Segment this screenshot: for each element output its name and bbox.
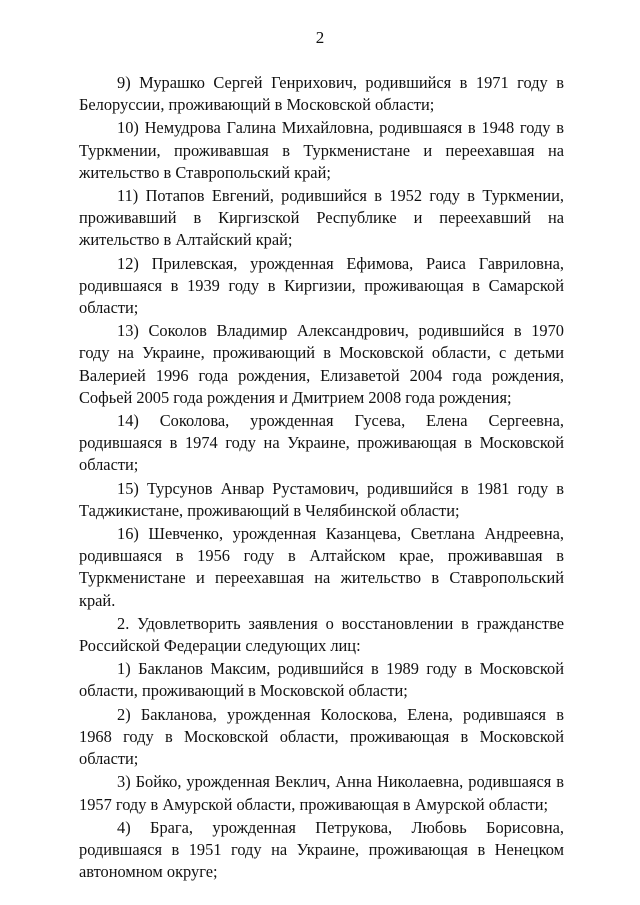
page-number: 2 bbox=[315, 28, 325, 47]
list-item-1-14: 14) Соколова, урожденная Гусева, Елена Сергеевна, родившаяся в 1974 году на Украине, проживающая в Московской области; bbox=[79, 411, 564, 475]
list-item-1-13: 13) Соколов Владимир Александрович, родившийся в 1970 году на Украине, проживающий в Московской области, с детьми Валерией 1996 года рождения, Елизаветой 2004 года рождения, Софьей 2005 года рождения и Дмитрием 2008 года рождения; bbox=[79, 321, 564, 407]
list-item-2-1: 1) Бакланов Максим, родившийся в 1989 году в Московской области, проживающий в Московской области; bbox=[79, 659, 564, 701]
list-item-2-2: 2) Бакланова, урожденная Колоскова, Елена, родившаяся в 1968 году в Московской области, проживающая в Московской области; bbox=[79, 704, 564, 769]
document-body bbox=[79, 72, 564, 884]
list-item-1-15: 15) Турсунов Анвар Рустамович, родившийся в 1981 году в Таджикистане, проживающий в Челябинской области; bbox=[79, 478, 564, 520]
section-2-heading: 2. Удовлетворить заявления о восстановлении в гражданстве Российской Федерации следующих лиц: bbox=[79, 613, 564, 656]
list-item-1-11: 11) Потапов Евгений, родившийся в 1952 году в Туркмении, проживавший в Киргизской Республике и переехавший на жительство в Алтайский край; bbox=[79, 186, 564, 250]
list-item-1-9: 9) Мурашко Сергей Генрихович, родившийся в 1971 году в Белоруссии, проживающий в Московской области; bbox=[79, 73, 564, 115]
list-item-1-12: 12) Прилевская, урожденная Ефимова, Раиса Гавриловна, родившаяся в 1939 году в Киргизии, проживающая в Самарской области; bbox=[79, 253, 564, 318]
list-item-1-16: 16) Шевченко, урожденная Казанцева, Светлана Андреевна, родившаяся в 1956 году в Алтайском крае, проживавшая в Туркменистане и переехавшая на жительство в Ставропольский край. bbox=[79, 524, 564, 610]
list-item-2-3: 3) Бойко, урожденная Веклич, Анна Николаевна, родившаяся в 1957 году в Амурской области, проживающая в Амурской области; bbox=[79, 772, 564, 814]
list-item-2-4: 4) Брага, урожденная Петрукова, Любовь Борисовна, родившаяся в 1951 году на Украине, проживающая в Ненецком автономном округе; bbox=[79, 817, 564, 882]
list-item-1-10: 10) Немудрова Галина Михайловна, родившаяся в 1948 году в Туркмении, проживавшая в Туркменистане и переехавшая на жительство в Ставропольский край; bbox=[79, 118, 564, 182]
